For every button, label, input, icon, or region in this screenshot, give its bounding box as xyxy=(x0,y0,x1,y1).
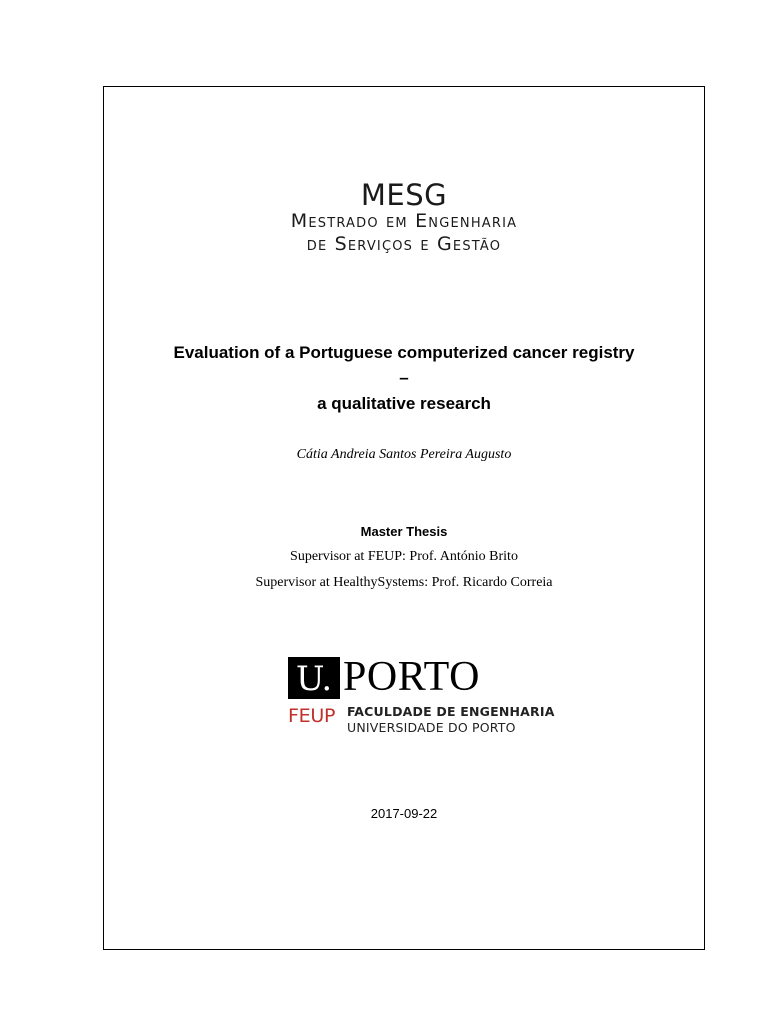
thesis-date: 2017-09-22 xyxy=(370,806,438,821)
logo-u-mark: U. xyxy=(288,657,340,699)
thesis-title-separator: – xyxy=(399,368,409,387)
logo-porto-text: PORTO xyxy=(343,654,480,700)
program-acronym: MESG xyxy=(360,178,448,212)
thesis-author: Cátia Andreia Santos Pereira Augusto xyxy=(296,447,512,462)
thesis-type: Master Thesis xyxy=(360,524,448,539)
logo-feup-text: FEUP xyxy=(288,705,336,727)
program-name-line-2: de Serviços e Gestão xyxy=(306,233,502,255)
thesis-title-line-1: Evaluation of a Portuguese computerized cancer registry xyxy=(173,343,635,362)
logo-faculty-text: FACULDADE DE ENGENHARIA xyxy=(347,704,555,719)
logo-university-text: UNIVERSIDADE DO PORTO xyxy=(347,720,516,735)
supervisor-healthysystems: Supervisor at HealthySystems: Prof. Ricardo Correia xyxy=(255,575,553,590)
thesis-title-line-2: a qualitative research xyxy=(317,394,491,413)
supervisor-feup: Supervisor at FEUP: Prof. António Brito xyxy=(290,549,518,564)
uporto-feup-logo xyxy=(288,654,558,737)
program-name-line-1: Mestrado em Engenharia xyxy=(290,210,518,232)
